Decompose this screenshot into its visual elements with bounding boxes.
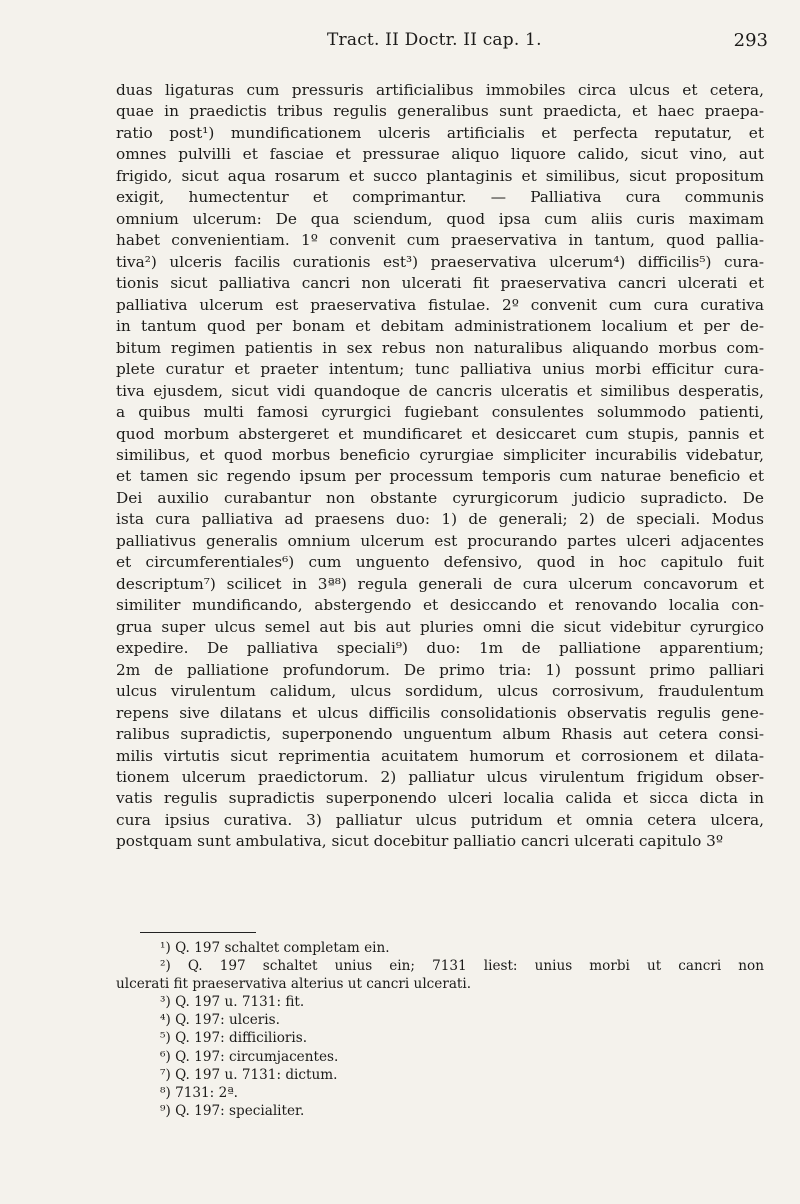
text-line: ista cura palliativa ad praesens duo: 1) de generali; 2) de speciali. Modus [116, 510, 764, 529]
footnote: ⁸) 7131: 2ª. [160, 1084, 238, 1101]
text-line: ralibus supradictis, superponendo unguentum album Rhasis aut cetera consi- [116, 725, 764, 744]
page-header [115, 30, 768, 58]
footnote: ³) Q. 197 u. 7131: fit. [160, 994, 305, 1011]
text-line: grua super ulcus semel aut bis aut pluries omni die sicut videbitur cyrurgico [116, 617, 764, 636]
footnote: ⁹) Q. 197: specialiter. [160, 1102, 305, 1119]
footnote: ¹) Q. 197 schaltet completam ein. [160, 940, 390, 956]
text-line: bitum regimen patientis in sex rebus non naturalibus aliquando morbus com- [116, 338, 764, 357]
footnote-continuation: ulcerati fit praeservativa alterius ut cancri ulcerati. [116, 976, 472, 993]
text-line: frigido, sicut aqua rosarum et succo plantaginis et similibus, sicut propositum [116, 166, 764, 185]
text-line: tiva ejusdem, sicut vidi quandoque de cancris ulceratis et similibus desperatis, [116, 381, 764, 400]
footnote: ⁷) Q. 197 u. 7131: dictum. [160, 1066, 338, 1083]
text-line: tionem ulcerum praedictorum. 2) palliatur ulcus virulentum frigidum obser- [116, 768, 764, 786]
text-line: duas ligaturas cum pressuris artificialibus immobiles circa ulcus et cetera, [116, 81, 764, 99]
text-line: et circumferentiales⁶) cum unguento defensivo, quod in hoc capitulo fuit [116, 553, 764, 572]
footnote: ⁵) Q. 197: difficilioris. [160, 1030, 308, 1047]
text-line: omnium ulcerum: De qua sciendum, quod ipsa cum aliis curis maximam [116, 209, 764, 228]
text-line: et tamen sic regendo ipsum per processum temporis cum naturae beneficio et [116, 467, 764, 486]
text-line: repens sive dilatans et ulcus difficilis consolidationis observatis regulis gene- [116, 703, 764, 722]
text-line: Dei auxilio curabantur non obstante cyrurgicorum judicio supradicto. De [116, 488, 764, 507]
text-line: tionis sicut palliativa cancri non ulcerati fit praeservativa cancri ulcerati et [116, 274, 764, 293]
footnote: ⁶) Q. 197: circumjacentes. [160, 1048, 339, 1065]
text-line: expedire. De palliativa speciali⁹) duo: 1m de palliatione apparentium; [116, 639, 764, 658]
footnote-separator [140, 932, 256, 933]
text-line: a quibus multi famosi cyrurgici fugiebant consulentes solummodo patienti, [116, 403, 764, 422]
text-line: milis virtutis sicut reprimentia acuitatem humorum et corrosionem et dilata- [116, 746, 764, 765]
footnote: ²) Q. 197 schaltet unius ein; 7131 liest: unius morbi ut cancri non [160, 958, 764, 975]
running-title: Tract. II Doctr. II cap. 1. [327, 30, 542, 50]
text-line: cura ipsius curativa. 3) palliatur ulcus putridum et omnia cetera ulcera, [116, 810, 764, 829]
text-line: descriptum⁷) scilicet in 3ª⁸) regula generali de cura ulcerum concavorum et [116, 574, 764, 593]
text-line: palliativa ulcerum est praeservativa fistulae. 2º convenit cum cura curativa [116, 295, 764, 314]
footnotes [116, 939, 764, 1120]
text-line: quae in praedictis tribus regulis generalibus sunt praedicta, et haec praepa- [116, 102, 764, 121]
text-line: tiva²) ulceris facilis curationis est³) praeservativa ulcerum⁴) difficilis⁵) cura- [116, 252, 764, 271]
text-line: similibus, et quod morbus beneficio cyrurgiae simpliciter incurabilis videbatur, [116, 445, 764, 464]
body-text [116, 80, 764, 853]
text-line: 2m de palliatione profundorum. De primo tria: 1) possunt primo palliari [116, 660, 764, 679]
page-number: 293 [733, 30, 768, 51]
text-line: omnes pulvilli et fasciae et pressurae aliquo liquore calido, sicut vino, aut [116, 145, 764, 164]
text-line: habet convenientiam. 1º convenit cum praeservativa in tantum, quod pallia- [116, 231, 764, 250]
text-line: ratio post¹) mundificationem ulceris artificialis et perfecta reputatur, et [116, 123, 764, 142]
text-line: vatis regulis supradictis superponendo ulceri localia calida et sicca dicta in [116, 789, 764, 808]
text-line: exigit, humectentur et comprimantur. — Palliativa cura communis [116, 188, 764, 207]
text-line: in tantum quod per bonam et debitam administrationem localium et per de- [116, 317, 764, 336]
text-line: palliativus generalis omnium ulcerum est procurando partes ulceri adjacentes [116, 531, 764, 550]
text-line: postquam sunt ambulativa, sicut docebitur palliatio cancri ulcerati capitulo 3º [116, 832, 724, 851]
text-line: quod morbum abstergeret et mundificaret et desiccaret cum stupis, pannis et [116, 424, 764, 443]
text-line: ulcus virulentum calidum, ulcus sordidum, ulcus corrosivum, fraudulentum [116, 682, 764, 701]
text-line: plete curatur et praeter intentum; tunc palliativa unius morbi efficitur cura- [116, 360, 764, 379]
footnote: ⁴) Q. 197: ulceris. [160, 1012, 280, 1029]
text-line: similiter mundificando, abstergendo et desiccando et renovando localia con- [116, 596, 764, 615]
